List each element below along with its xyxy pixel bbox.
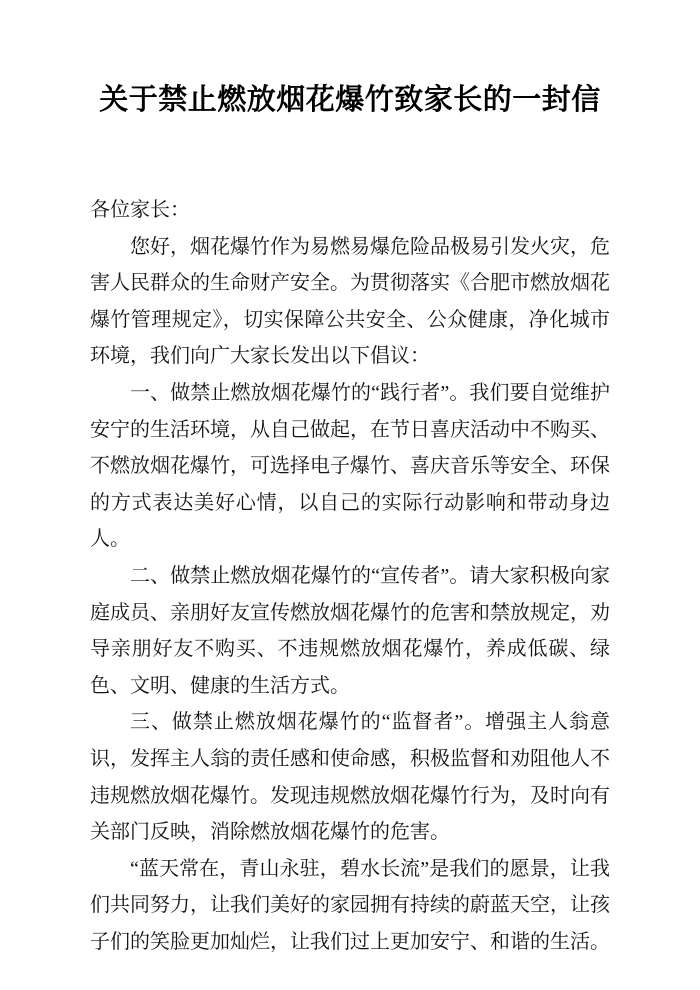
paragraph-proposal-1: 一、做禁止燃放烟花爆竹的“践行者”。我们要自觉维护安宁的生活环境，从自己做起，在节日喜庆活动中不购买、不燃放烟花爆竹，可选择电子爆竹、喜庆音乐等安全、环保的方式表达美好心情，以自己的实际行动影响和带动身边人。	[90, 381, 610, 551]
paragraph-intro: 您好，烟花爆竹作为易燃易爆危险品极易引发火灾，危害人民群众的生命财产安全。为贯彻落实《合肥市燃放烟花爆竹管理规定》，切实保障公共安全、公众健康，净化城市环境，我们向广大家长发出以下倡议：	[90, 235, 610, 368]
paragraph-proposal-2: 二、做禁止燃放烟花爆竹的“宣传者”。请大家积极向家庭成员、亲朋好友宣传燃放烟花爆竹的危害和禁放规定，劝导亲朋好友不购买、不违规燃放烟花爆竹，养成低碳、绿色、文明、健康的生活方式。	[90, 564, 610, 697]
salutation: 各位家长：	[90, 199, 190, 221]
paragraph-closing: “蓝天常在，青山永驻，碧水长流”是我们的愿景，让我们共同努力，让我们美好的家园拥有持续的蔚蓝天空，让孩子们的笑脸更加灿烂，让我们过上更加安宁、和谐的生活。	[90, 857, 610, 953]
document-title: 关于禁止燃放烟花爆竹致家长的一封信	[99, 84, 601, 116]
paragraph-proposal-3: 三、做禁止燃放烟花爆竹的“监督者”。增强主人翁意识，发挥主人翁的责任感和使命感，积极监督和劝阻他人不违规燃放烟花爆竹。发现违规燃放烟花爆竹行为，及时向有关部门反映，消除燃放烟花爆竹的危害。	[90, 711, 610, 844]
document-body	[90, 192, 610, 960]
